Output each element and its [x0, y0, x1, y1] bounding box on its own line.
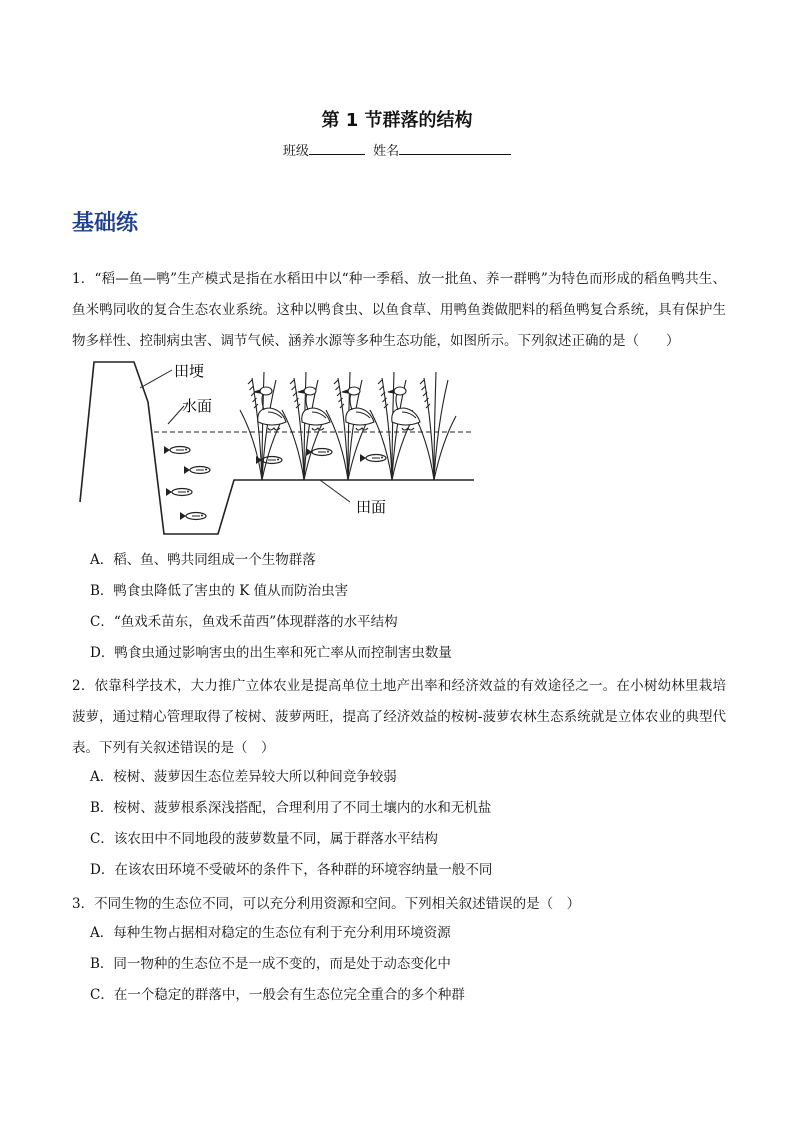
- rice-plant-icon: [326, 372, 370, 480]
- name-blank[interactable]: [399, 142, 511, 155]
- question-2-option-b[interactable]: B．桉树、菠萝根系深浅搭配，合理利用了不同土壤内的水和无机盐: [90, 800, 492, 816]
- question-2-stem: 2．依靠科学技术，大力推广立体农业是提高单位土地产出率和经济效益的有效途径之一。在小树幼林里栽培菠萝，通过精心管理取得了桉树、菠萝两旺，提高了经济效益的桉树-菠萝农林生态系统就是立体农业的典型代表。下列有关叙述错误的是（ ）: [72, 678, 726, 756]
- rice-plant-icon: [412, 372, 456, 480]
- question-1-option-c[interactable]: C．“鱼戏禾苗东，鱼戏禾苗西”体现群落的水平结构: [90, 614, 398, 630]
- duck-icon: [254, 387, 286, 430]
- class-blank[interactable]: [309, 142, 365, 155]
- question-3-option-b[interactable]: B．同一物种的生态位不是一成不变的，而是处于动态变化中: [90, 956, 451, 972]
- duck-icon: [298, 387, 330, 430]
- question-2-option-d[interactable]: D．在该农田环境不受破坏的条件下，各种群的环境容纳量一般不同: [90, 862, 493, 878]
- fish-icon: [256, 456, 282, 464]
- question-3-stem: 3．不同生物的生态位不同，可以充分利用资源和空间。下列相关叙述错误的是（ ）: [72, 896, 581, 912]
- question-3-option-a[interactable]: A．每种生物占据相对稳定的生态位有利于充分利用环境资源: [90, 925, 451, 941]
- page-title: 第 1 节群落的结构: [321, 110, 473, 131]
- fish-group: [164, 446, 386, 520]
- question-1-stem: 1．“稻—鱼—鸭”生产模式是指在水稻田中以“种一季稻、放一批鱼、养一群鸭”为特色而形成的稻鱼鸭共生、鱼米鸭同收的复合生态农业系统。这种以鸭食虫、以鱼食草、用鸭鱼粪做肥料的稻鱼鸭复合系统，具有保护生物多样性、控制病虫害、调节气候、涵养水源等多种生态功能，如图所示。下列叙述正确的是（ ）: [72, 271, 726, 349]
- water-surface-label: 水面: [182, 397, 213, 415]
- fish-icon: [164, 446, 190, 454]
- duck-icon: [342, 387, 374, 430]
- field-outline: [80, 362, 474, 534]
- section-title: 基础练: [72, 211, 139, 236]
- field-surface-label: 田面: [356, 498, 387, 516]
- class-label: 班级: [282, 144, 309, 159]
- rice-plant-icon: [370, 372, 414, 480]
- duck-group: [254, 387, 420, 430]
- student-info-line: [0, 140, 794, 159]
- question-1-option-a[interactable]: A．稻、鱼、鸭共同组成一个生物群落: [90, 552, 316, 568]
- question-2-option-a[interactable]: A．桉树、菠萝因生态位差异较大所以种间竞争较弱: [90, 769, 397, 785]
- question-1-option-d[interactable]: D．鸭食虫通过影响害虫的出生率和死亡率从而控制害虫数量: [90, 645, 452, 661]
- question-2-option-c[interactable]: C．该农田中不同地段的菠萝数量不同，属于群落水平结构: [90, 831, 438, 847]
- rice-fish-duck-figure: [76, 356, 476, 540]
- fish-icon: [166, 488, 192, 496]
- ridge-label: 田埂: [174, 362, 205, 380]
- fish-icon: [180, 512, 206, 520]
- fish-icon: [360, 454, 386, 462]
- fish-icon: [184, 466, 210, 474]
- label-leaders: [140, 370, 350, 502]
- rice-plant-icon: [282, 372, 326, 480]
- name-label: 姓名: [373, 144, 400, 159]
- question-1-option-b[interactable]: B．鸭食虫降低了害虫的 K 值从而防治虫害: [90, 583, 349, 599]
- question-3-option-c[interactable]: C．在一个稳定的群落中，一般会有生态位完全重合的多个种群: [90, 987, 465, 1003]
